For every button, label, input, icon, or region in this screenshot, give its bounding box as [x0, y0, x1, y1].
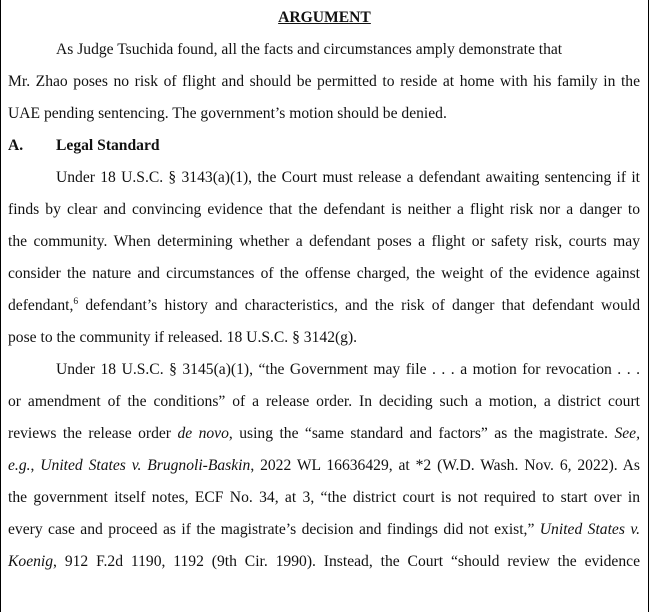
- para1-line-2: finds by clear and convincing evidence that the defendant is neither a flight risk nor a danger to: [8, 201, 640, 218]
- section-heading: ARGUMENT: [278, 9, 371, 26]
- para1-line-1: Under 18 U.S.C. § 3143(a)(1), the Court must release a defendant awaiting sentencing if it: [56, 169, 640, 186]
- para1-line-3: the community. When determining whether a defendant poses a flight or safety risk, courts may: [8, 233, 640, 250]
- subsection-title: Legal Standard: [56, 137, 160, 154]
- para1-line-5-end: defendant’s history and characteristics, and the risk of danger that defendant would: [78, 297, 640, 314]
- para2-line-3-start: reviews the release order: [8, 425, 178, 442]
- de-novo-italic: de novo: [177, 425, 229, 442]
- para2-line-4-comma: ,: [30, 457, 41, 474]
- para2-line-1: Under 18 U.S.C. § 3145(a)(1), “the Government may file . . . a motion for revocation . . .: [56, 361, 640, 378]
- para2-line-7-rest: , 912 F.2d 1190, 1192 (9th Cir. 1990). Instead, the Court “should review the evidence: [53, 553, 640, 570]
- para2-line-2: or amendment of the conditions” of a release order. In deciding such a motion, a district court: [8, 393, 640, 410]
- footnote-marker-6: 6: [73, 297, 79, 307]
- subsection-letter: A.: [8, 137, 24, 154]
- para1-line-4: consider the nature and circumstances of the offense charged, the weight of the evidence against: [8, 265, 640, 282]
- para2-line-4: [8, 456, 640, 476]
- para2-line-6-start: every case and proceed as if the magistrate’s decision and findings did not exist,”: [8, 521, 540, 538]
- para2-line-4-citation: , 2022 WL 16636429, at *2 (W.D. Wash. Nov. 6, 2022). As: [250, 457, 640, 474]
- intro-line-3: UAE pending sentencing. The government’s motion should be denied.: [8, 105, 447, 122]
- intro-line-1: As Judge Tsuchida found, all the facts and circumstances amply demonstrate that: [56, 41, 563, 58]
- para1-line-5: [8, 296, 640, 316]
- para2-line-6: [8, 520, 640, 540]
- eg-italic: e.g.: [8, 457, 31, 474]
- see-signal-italic: See,: [614, 425, 640, 442]
- para2-line-3-middle: , using the “same standard and factors” as the magistrate.: [228, 425, 615, 442]
- para2-line-7: [8, 552, 640, 572]
- case-name-united-states: United States v.: [539, 521, 640, 538]
- para2-line-5: the government itself notes, ECF No. 34, at 3, “the district court is not required to start over in: [8, 489, 640, 506]
- intro-line-2: Mr. Zhao poses no risk of flight and should be permitted to reside at home with his family in the: [8, 73, 640, 90]
- case-name-brugnoli: United States v. Brugnoli-Baskin: [40, 457, 251, 474]
- para1-line-5-start: defendant,: [8, 297, 74, 314]
- para1-line-6: pose to the community if released. 18 U.S.C. § 3142(g).: [8, 329, 358, 346]
- para2-line-3: [8, 424, 640, 444]
- case-name-koenig: Koenig: [8, 553, 54, 570]
